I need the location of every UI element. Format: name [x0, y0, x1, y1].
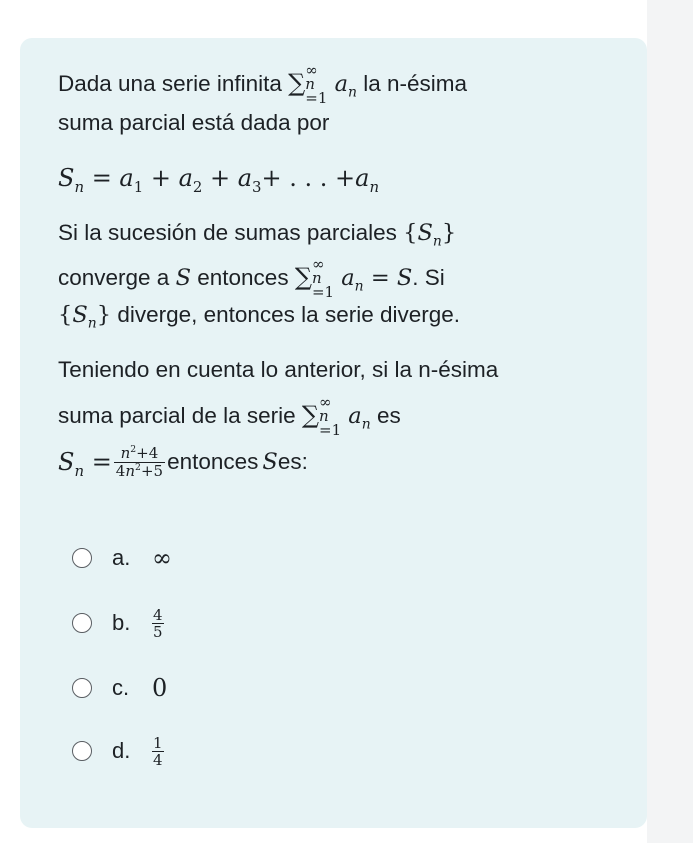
question-text: converge a [58, 265, 176, 290]
question-text: diverge, entonces la serie diverge. [111, 302, 461, 327]
option-denominator: 5 [153, 622, 163, 641]
option-a[interactable] [72, 541, 172, 575]
option-d[interactable] [72, 734, 164, 768]
radio-option-c[interactable] [72, 678, 92, 698]
partial-sums-sequence: $\{S_n\}$ [403, 220, 457, 250]
option-denominator: 4 [153, 750, 163, 769]
option-letter: a. [112, 545, 131, 570]
option-numerator: 4 [153, 605, 163, 624]
question-line-6 [58, 300, 460, 330]
given-partial-sum: $S_n$ = [58, 448, 112, 480]
question-text: suma parcial de la serie [58, 403, 302, 428]
question-line-5 [58, 255, 445, 301]
option-c[interactable] [72, 671, 167, 705]
radio-option-d[interactable] [72, 741, 92, 761]
question-text: . Si [412, 265, 445, 290]
question-line-9 [58, 440, 308, 484]
series-notation: ∑ ∞ n =1 $a_n$ [301, 393, 371, 439]
limit-symbol: S [175, 265, 191, 291]
option-b[interactable] [72, 606, 164, 640]
option-fraction [152, 607, 164, 640]
given-fraction: $\frac{n^2+4}{4n^2+5}$ [115, 443, 164, 480]
question-text: es: [277, 449, 308, 474]
question-text: entonces [191, 265, 295, 290]
question-line-2: suma parcial está dada por [58, 110, 330, 135]
option-fraction [152, 735, 164, 768]
radio-option-b[interactable] [72, 613, 92, 633]
right-scroll-strip[interactable] [647, 0, 693, 843]
option-letter: d. [112, 738, 131, 763]
option-value: ∞ [152, 544, 172, 572]
limit-symbol: S [262, 449, 278, 475]
question-text: es [376, 403, 401, 428]
option-letter: b. [112, 610, 131, 635]
partial-sums-sequence: $\{S_n\}$ [58, 302, 112, 332]
option-numerator: 1 [153, 733, 163, 752]
radio-option-a[interactable] [72, 548, 92, 568]
question-text: la n-ésima [363, 71, 468, 96]
question-text: entonces [167, 449, 259, 474]
question-line-7: Teniendo en cuenta lo anterior, si la n-ésima [58, 357, 499, 382]
series-equals-s: ∑ ∞ n =1 $a_n = S$ [294, 255, 413, 301]
option-value: 0 [152, 674, 168, 702]
series-notation: ∑ ∞ n =1 $a_n$ [288, 61, 357, 107]
option-letter: c. [112, 675, 130, 700]
question-text: Si la sucesión de sumas parciales [58, 220, 404, 245]
partial-sum-formula: $S_n = a_1 + a_2 + a_3+$ . . . $+a_n$ [58, 164, 380, 196]
question-line-4 [58, 218, 456, 248]
question-text: Dada una serie infinita [58, 71, 289, 96]
question-line-1 [58, 61, 468, 107]
question-line-8 [58, 393, 401, 439]
